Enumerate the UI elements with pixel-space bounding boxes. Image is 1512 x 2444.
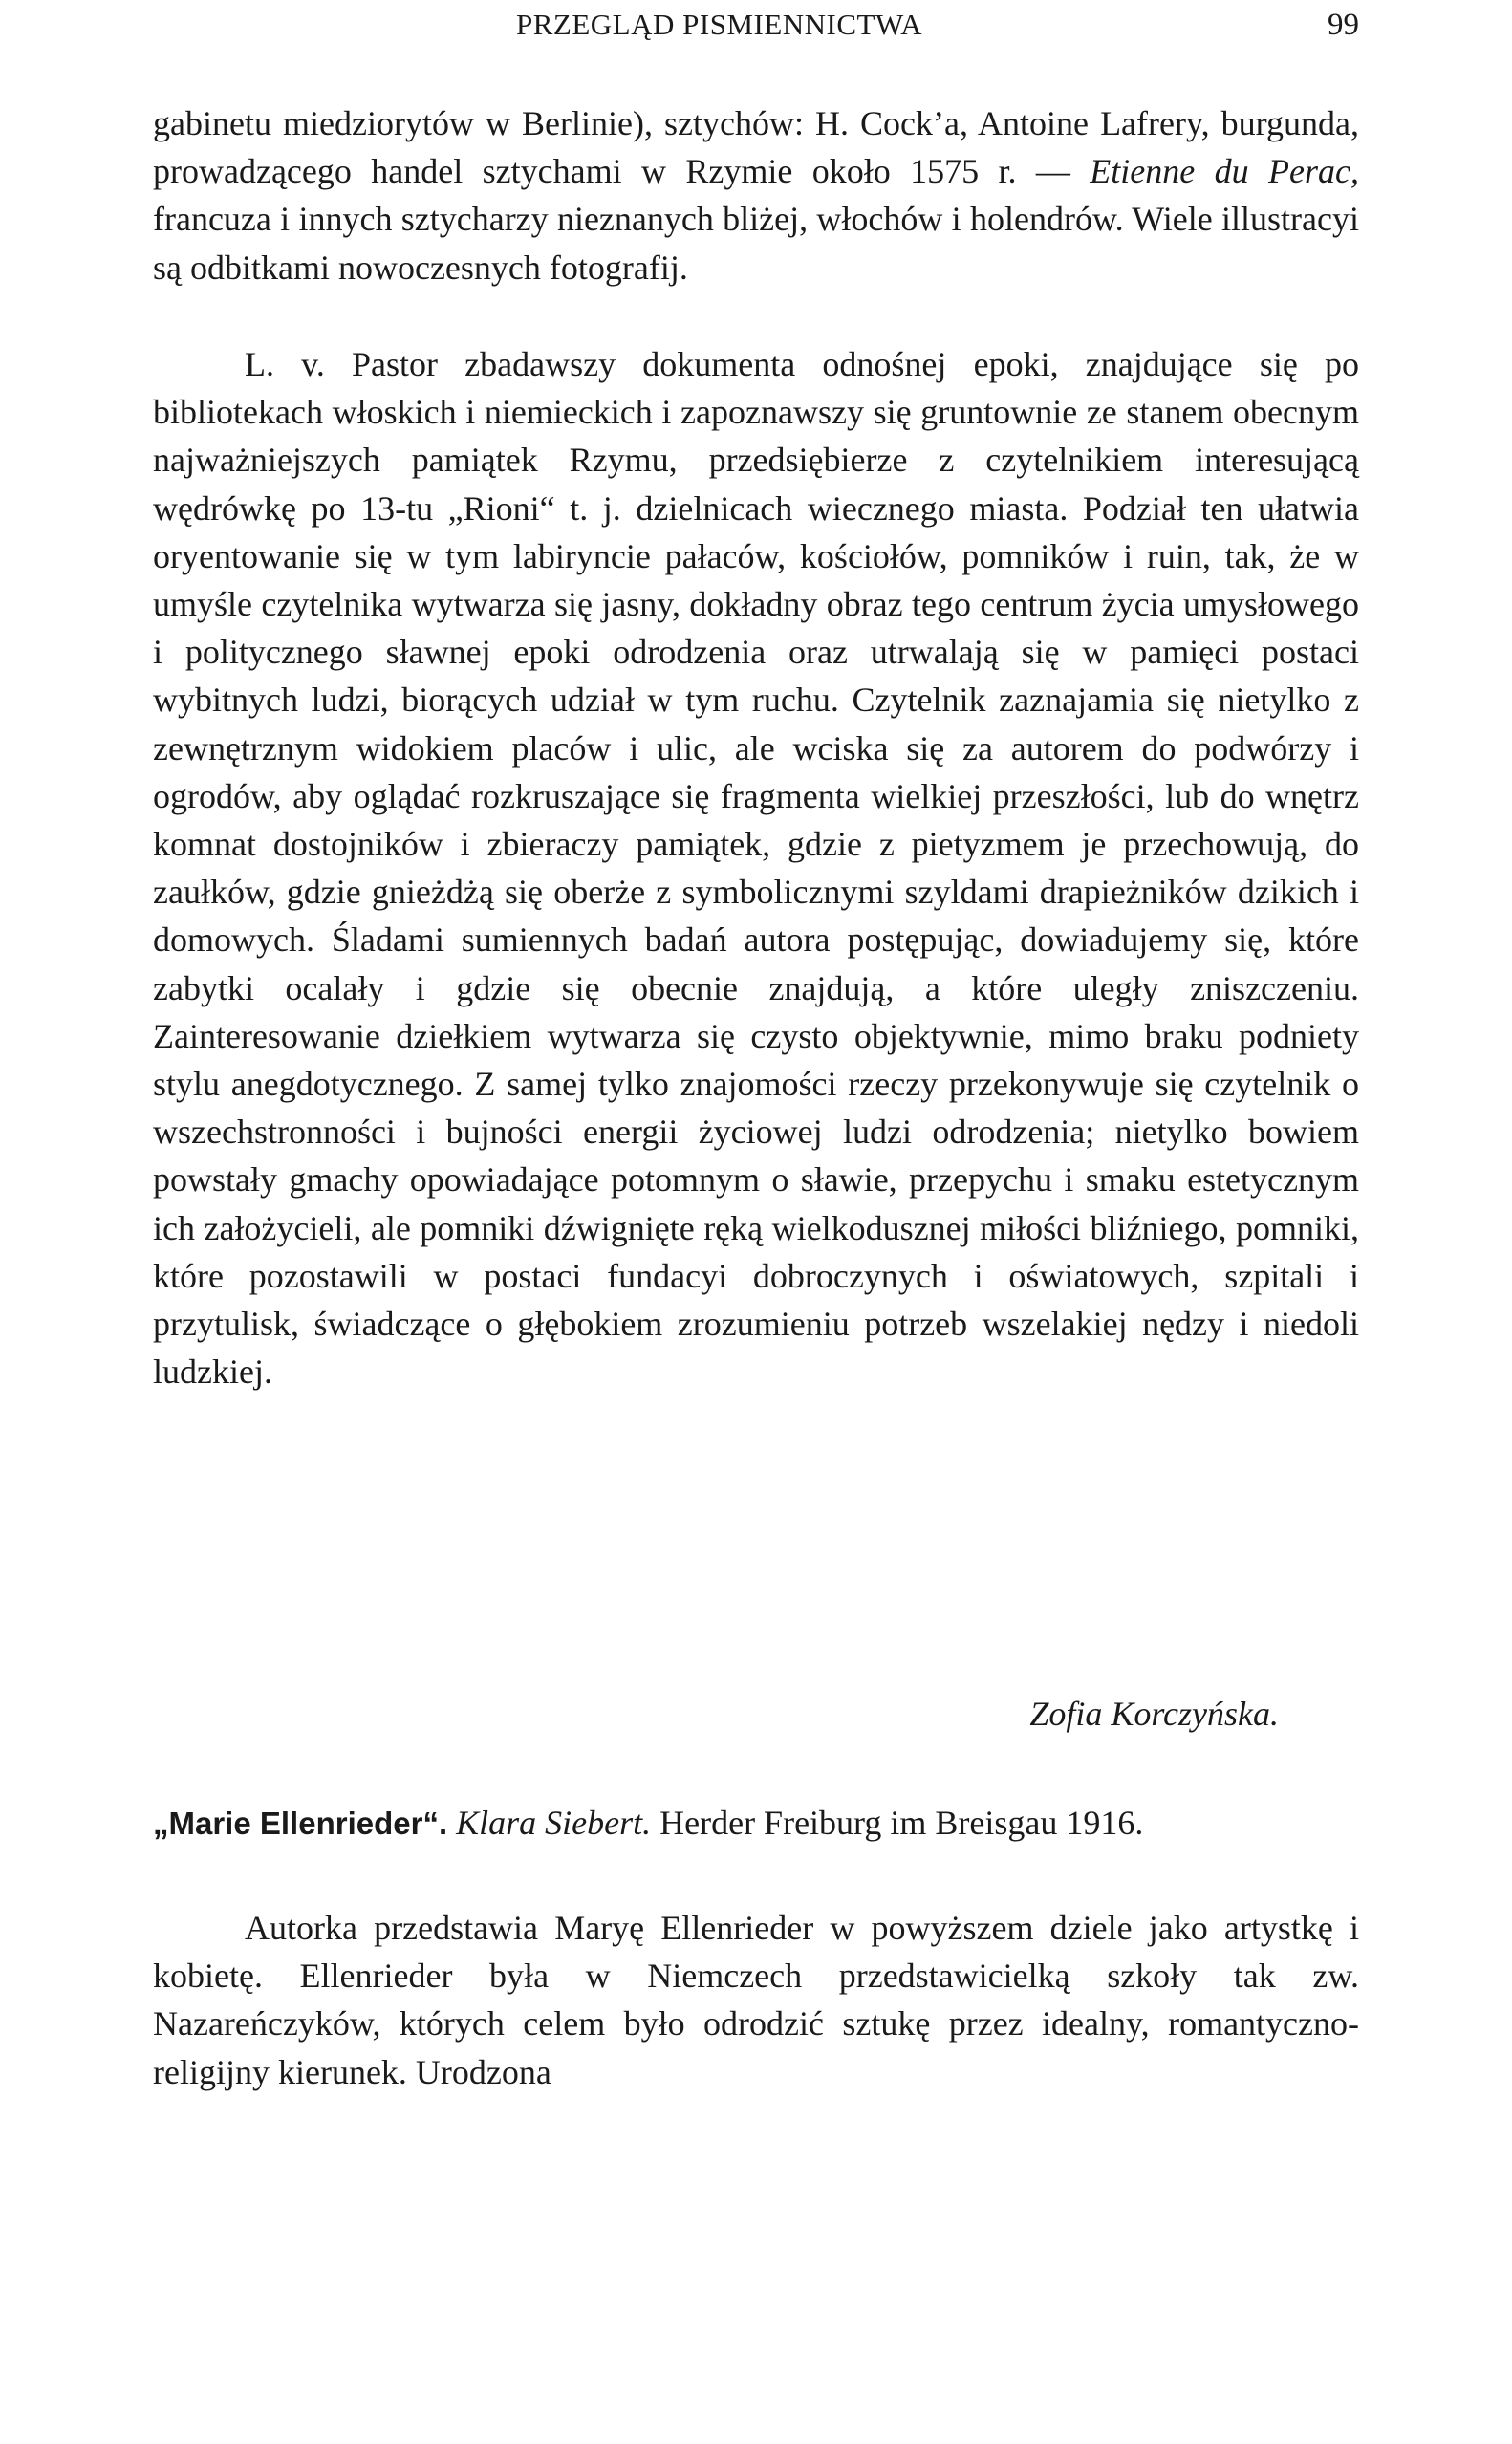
- reviewer-signature: Zofia Korczyńska.: [1029, 1695, 1279, 1733]
- document-page: [153, 0, 1359, 2444]
- running-head: [153, 8, 1359, 50]
- paragraph-text: gabinetu miedziorytów w Berlinie), sztychów: H. Cock’a, Antoine Lafrery, burgunda, prowadzącego handel sztychami w Rzymie około 1575 r. —: [153, 104, 1359, 191]
- review-heading: [153, 1799, 1359, 1848]
- italic-name: Etienne du Perac,: [1090, 152, 1359, 191]
- book-author: Klara Siebert.: [456, 1804, 652, 1842]
- paragraph-review-body: L. v. Pastor zbadawszy dokumenta odnośnej epoki, znajdujące się po bibliotekach włoskich i niemieckich i zapoznawszy się gruntownie ze stanem obecnym najważniejszych pamiątek Rzymu, przedsiębierze z czytelnikiem interesującą wędrówkę po 13-tu „Rioni“ t. j. dzielnicach wiecznego miasta. Podział ten ułatwia oryentowanie się w tym labiryncie pałaców, kościołów, pomników i ruin, tak, że w umyśle czytelnika wytwarza się jasny, dokładny obraz tego centrum życia umysłowego i politycznego sławnej epoki odrodzenia oraz utrwalają się w pamięci postaci wybitnych ludzi, biorących udział w tym ruchu. Czytelnik zaznajamia się nietylko z zewnętrznym widokiem placów i ulic, ale wciska się za autorem do podwórzy i ogrodów, aby oglądać rozkruszające się fragmenta wielkiej przeszłości, lub do wnętrz komnat dostojników i zbieraczy pamiątek, gdzie z pietyzmem je przechowują, do zaułków, gdzie gnieżdżą się oberże z symbolicznymi szyldami drapieżników dzikich i domowych. Śladami sumiennych badań autora postępując, dowiadujemy się, które zabytki ocalały i gdzie się obecnie znajdują, a które uległy zniszczeniu. Zainteresowanie dziełkiem wytwarza się czysto objektywnie, mimo braku podniety stylu anegdotycznego. Z samej tylko znajomości rzeczy przekonywuje się czytelnik o wszechstronności i bujności energii życiowej ludzi odrodzenia; nietylko bowiem powstały gmachy opowiadające potomnym o sławie, przepychu i smaku estetycznym ich założycieli, ale pomniki dźwignięte ręką wielkodusznej miłości bliźniego, pomniki, które pozostawili w postaci fundacyi dobroczynych i oświatowych, szpitali i przytulisk, świadczące o głębokiem zrozumieniu potrzeb wszelakiej nędzy i niedoli ludzkiej.: [153, 345, 1359, 1392]
- running-title: PRZEGLĄD PISMIENNICTWA: [516, 8, 923, 41]
- paragraph-review-body-2: Autorka przedstawia Maryę Ellenrieder w powyższem dziele jako artystkę i kobietę. Ellenrieder była w Niemczech przedstawicielką szkoły tak zw. Nazareńczyków, których celem było odrodzić sztukę przez idealny, romantyczno-religijny kierunek. Urodzona: [153, 1909, 1359, 2091]
- page-number: 99: [1328, 8, 1359, 42]
- book-publisher: Herder Freiburg im Breisgau 1916.: [659, 1804, 1144, 1842]
- book-title: „Marie Ellenrieder“.: [153, 1806, 448, 1841]
- paragraph-continuation: [153, 99, 1359, 292]
- paragraph-text: francuza i innych sztycharzy nieznanych bliżej, włochów i holendrów. Wiele illustracyi są odbitkami nowoczesnych fotografij.: [153, 200, 1359, 287]
